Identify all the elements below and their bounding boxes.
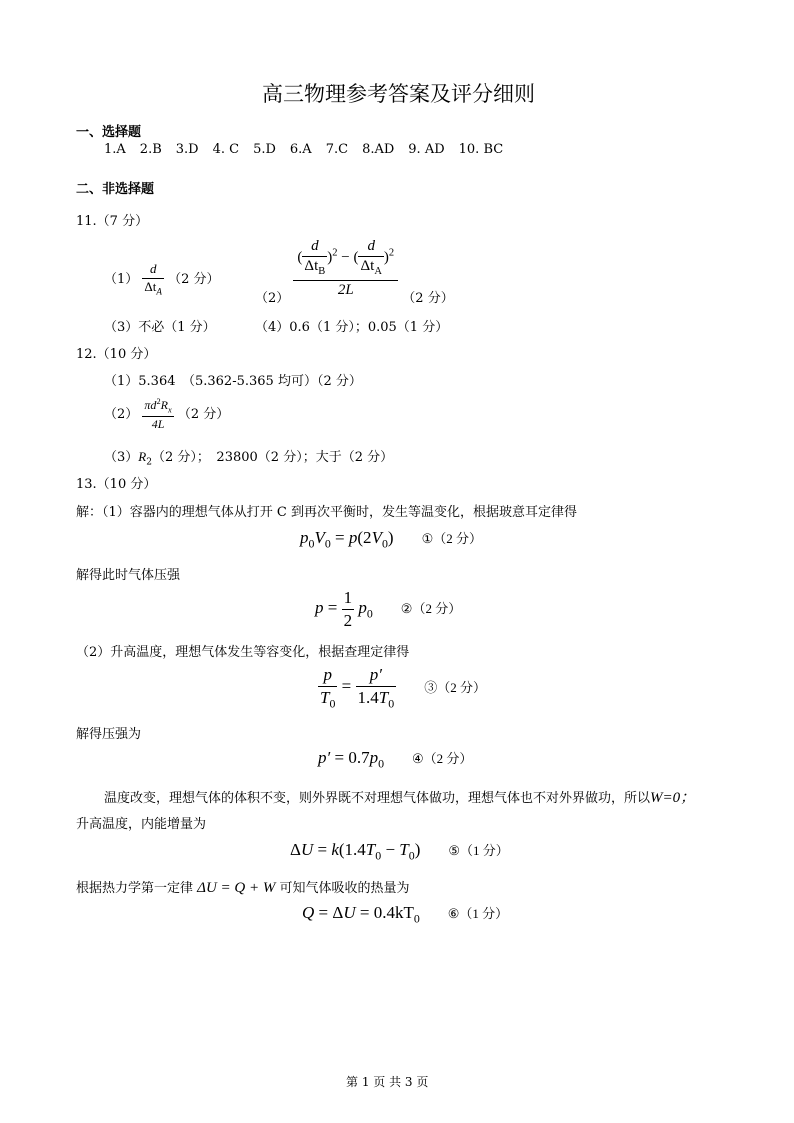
q11-p2-sq1: 2: [332, 247, 338, 259]
q12-header: 12.（10 分）: [76, 347, 157, 362]
q11-part3: （3）不必（1 分）: [104, 320, 216, 335]
q12-p2-fraction: [142, 397, 173, 432]
q11-p2-den: 2L: [337, 282, 354, 299]
answer-9: 9. AD: [408, 142, 445, 157]
q13-header: 13.（10 分）: [76, 477, 157, 492]
q11-p2-sub-B: B: [318, 266, 326, 278]
q13-line5: [104, 786, 695, 807]
eq2-mark: ②（2 分）: [400, 600, 462, 616]
q13-line5b: W=0；: [650, 790, 696, 806]
page-title: 高三物理参考答案及评分细则: [262, 82, 535, 106]
q12-p2-num-sup: 2: [156, 397, 161, 406]
eq4-mark: ④（2 分）: [412, 751, 473, 766]
answer-2: 2.B: [139, 142, 162, 157]
answer-6: 6.A: [289, 142, 312, 157]
q11-p1-den: Δt: [144, 278, 157, 294]
q12-part2: [104, 397, 229, 432]
q12-p2-score: （2 分）: [177, 406, 230, 422]
eq6-mark: ⑥（1 分）: [447, 906, 509, 921]
q11-p2-d1: d: [302, 238, 327, 257]
eq2-num: 1: [342, 588, 355, 610]
answer-1: 1.A: [104, 142, 126, 157]
q13-line6: 升高温度，内能增量为: [76, 817, 207, 832]
answer-5: 5.D: [253, 142, 276, 157]
q13-line7b: ΔU = Q + W: [197, 880, 276, 896]
q11-header: 11.（7 分）: [76, 214, 149, 229]
q12-part1: （1）5.364 （5.362-5.365 均可）（2 分）: [104, 374, 362, 389]
q11-p1-den-sub: A: [156, 286, 162, 297]
equation-2: p = $\frac{1}{2}$ $p_0$ ②（2 分）: [315, 588, 462, 630]
q13-line7c: 可知气体吸收的热量为: [279, 881, 410, 896]
q11-p2-d2: d: [358, 238, 383, 257]
section-heading-choice: 一、选择题: [76, 125, 142, 140]
q12-p2-label: （2）: [104, 406, 139, 422]
page-footer: 第 1 页 共 3 页: [346, 1075, 429, 1089]
q11-p1-fraction: [142, 262, 164, 297]
q11-p2-fraction: ( $\frac{d}{\Delta t_B}$ )$^2$ − ( $\frac{d}{\Delta t_A}$ )$^2$ 2L: [293, 238, 398, 300]
q12-p2-num: πd: [144, 398, 157, 412]
answer-3: 3.D: [175, 142, 199, 157]
q11-p1-num: d: [142, 262, 164, 279]
q13-line3: （2）升高温度，理想气体发生等容变化，根据查理定律得: [76, 645, 410, 660]
answer-10: 10. BC: [458, 142, 504, 157]
equation-6: $Q = \Delta U = 0.4kT_0$ ⑥（1 分）: [302, 903, 509, 926]
q11-part2: [255, 238, 454, 307]
q12-p3-R-sub: 2: [146, 457, 153, 468]
eq3-mark: ③（2 分）: [424, 679, 486, 695]
q13-line1: 解：（1）容器内的理想气体从打开 C 到再次平衡时，发生等温变化，根据玻意耳定律得: [76, 505, 577, 520]
q13-line2: 解得此时气体压强: [76, 568, 181, 583]
q12-part3: [104, 446, 393, 468]
q13-line5a: 温度改变，理想气体的体积不变，则外界既不对理想气体做功，理想气体也不对外界做功，所以: [104, 791, 651, 806]
answer-8: 8.AD: [362, 142, 395, 157]
q12-p3-rest: （2 分）； 23800（2 分）；大于（2 分）: [152, 450, 394, 465]
q13-line7a: 根据热力学第一定律: [76, 881, 194, 896]
answer-7: 7.C: [325, 142, 349, 157]
q11-p2-dt1: Δt: [304, 258, 319, 275]
choice-answers: [104, 142, 517, 157]
q12-p2-num-sub: x: [167, 405, 172, 415]
section-heading-nonchoice: 二、非选择题: [76, 182, 155, 197]
q11-p2-label: （2）: [255, 291, 290, 307]
equation-1: $p_0V_0 = p(2V_0)$ ①（2 分）: [300, 528, 482, 551]
q11-p2-score: （2 分）: [402, 291, 454, 307]
eq2-den: 2: [343, 610, 353, 630]
q13-line4: 解得压强为: [76, 727, 142, 742]
eq4-val: 0.7: [348, 748, 370, 767]
equation-5: $\Delta U = k(1.4T_0 - T_0)$ ⑤（1 分）: [290, 840, 509, 863]
q11-p1-score: （2 分）: [168, 272, 220, 287]
q11-p2-sub-A: A: [374, 266, 382, 278]
answer-4: 4. C: [212, 142, 240, 157]
equation-3: $\frac{p}{T_0}$ = $\frac{p'}{1.4T_0}$ ③（2 分）: [320, 665, 486, 710]
eq6-val: 0.4kT: [373, 903, 414, 922]
q11-part1: [104, 262, 220, 297]
q12-p3-label: （3）: [104, 450, 139, 465]
eq1-mark: ①（2 分）: [421, 531, 482, 546]
eq5-mark: ⑤（1 分）: [448, 843, 509, 858]
equation-4: $p' = 0.7p_0$ ④（2 分）: [318, 748, 473, 771]
q13-line7: [76, 877, 410, 897]
q11-part4: （4）0.6（1 分）；0.05（1 分）: [255, 320, 449, 335]
q12-p2-num-R: R: [160, 398, 168, 412]
q11-p2-sq2: 2: [388, 247, 395, 259]
q11-p2-dt2: Δt: [360, 258, 375, 275]
q11-p1-label: （1）: [104, 272, 139, 287]
q12-p2-den: 4L: [151, 417, 165, 432]
q12-p3-R: R: [138, 449, 147, 464]
